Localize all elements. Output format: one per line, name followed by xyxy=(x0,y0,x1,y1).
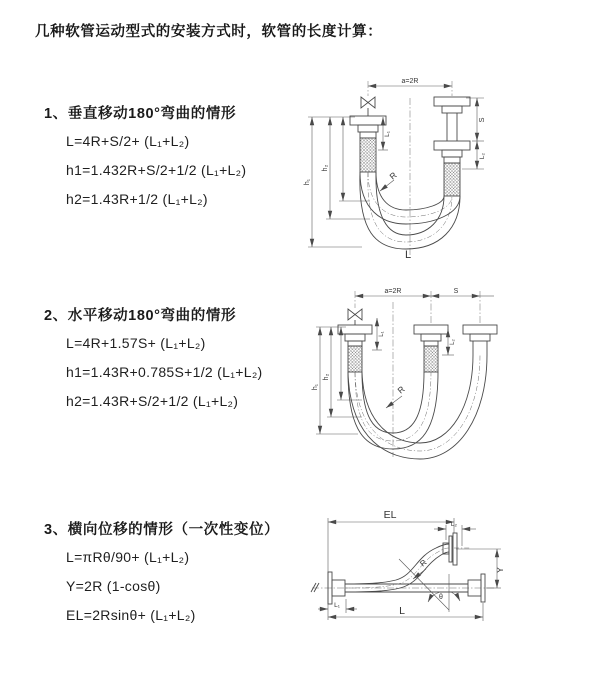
diagram-horizontal-180-bend xyxy=(298,282,598,462)
dim-label-l2: L₂ xyxy=(450,521,458,528)
valve-icon xyxy=(361,97,375,108)
dim-label-l1: L₁ xyxy=(334,602,340,609)
formula-l: L=4R+S/2+ (L₁+L₂) xyxy=(66,133,190,149)
middle-pipe-fitting xyxy=(414,325,448,372)
section-lateral-displacement xyxy=(44,518,279,626)
section-vertical-movement xyxy=(44,102,246,210)
section-1-heading: 1、垂直移动180°弯曲的情形 xyxy=(44,106,237,122)
pipe-break-mark xyxy=(311,583,319,592)
dim-label-h2: h₂ xyxy=(322,164,329,172)
left-pipe-fitting xyxy=(350,116,386,172)
label-radius: R xyxy=(418,557,429,569)
diagram-lateral-displacement xyxy=(300,502,600,660)
label-radius: R xyxy=(395,383,407,396)
formula-el: EL=2Rsinθ+ (L₁+L₂) xyxy=(66,607,196,623)
formula-h1: h1=1.43R+0.785S+1/2 (L₁+L₂) xyxy=(66,364,263,380)
dim-label-l: L xyxy=(399,605,405,617)
hose-s-curve xyxy=(345,544,449,592)
section-2-heading: 2、水平移动180°弯曲的情形 xyxy=(44,308,237,324)
label-radius: R xyxy=(387,169,399,182)
centerlines xyxy=(311,548,495,592)
formula-l: L=4R+1.57S+ (L₁+L₂) xyxy=(66,335,206,351)
dim-label-el: EL xyxy=(383,509,397,521)
dim-label-l1: L₁ xyxy=(384,131,391,137)
formula-h2: h2=1.43R+1/2 (L₁+L₂) xyxy=(66,191,208,207)
dim-label-a2r: a=2R xyxy=(384,288,402,295)
formula-y: Y=2R (1-cosθ) xyxy=(66,578,161,594)
upper-flange-displaced xyxy=(443,533,457,565)
valve-icon xyxy=(348,309,362,320)
section-3-heading: 3、横向位移的情形（一次性变位） xyxy=(44,522,280,538)
label-theta: θ xyxy=(439,594,443,601)
diagram-vertical-180-bend xyxy=(300,70,590,260)
formula-l: L=πRθ/90+ (L₁+L₂) xyxy=(66,549,190,565)
formula-h1: h1=1.432R+S/2+1/2 (L₁+L₂) xyxy=(66,162,247,178)
left-pipe-fitting xyxy=(338,325,372,372)
dim-label-l2: L₂ xyxy=(450,339,456,345)
page-title: 几种软管运动型式的安装方式时，软管的长度计算： xyxy=(35,24,383,40)
dim-label-s: S xyxy=(477,117,486,123)
moved-pipe-fitting xyxy=(463,325,497,355)
dim-label-h1: h₁ xyxy=(304,178,311,186)
formula-h2: h2=1.43R+S/2+1/2 (L₁+L₂) xyxy=(66,393,239,409)
dim-label-y: Y xyxy=(495,567,505,573)
dim-label-h1: h₁ xyxy=(312,383,319,391)
dim-label-l2: L₂ xyxy=(479,152,486,160)
dim-label-h2: h₂ xyxy=(323,373,330,381)
dimension-lines xyxy=(316,296,494,434)
hose-u-bend xyxy=(348,355,487,459)
dim-label-a2r: a=2R xyxy=(401,78,419,85)
centerlines xyxy=(355,291,480,457)
label-length: L xyxy=(404,249,412,260)
dim-label-s: S xyxy=(453,288,459,295)
dim-label-l1: L₁ xyxy=(379,331,385,337)
angle-construction xyxy=(399,559,460,612)
section-horizontal-movement xyxy=(44,304,263,412)
right-pipe-fitting xyxy=(434,97,470,196)
